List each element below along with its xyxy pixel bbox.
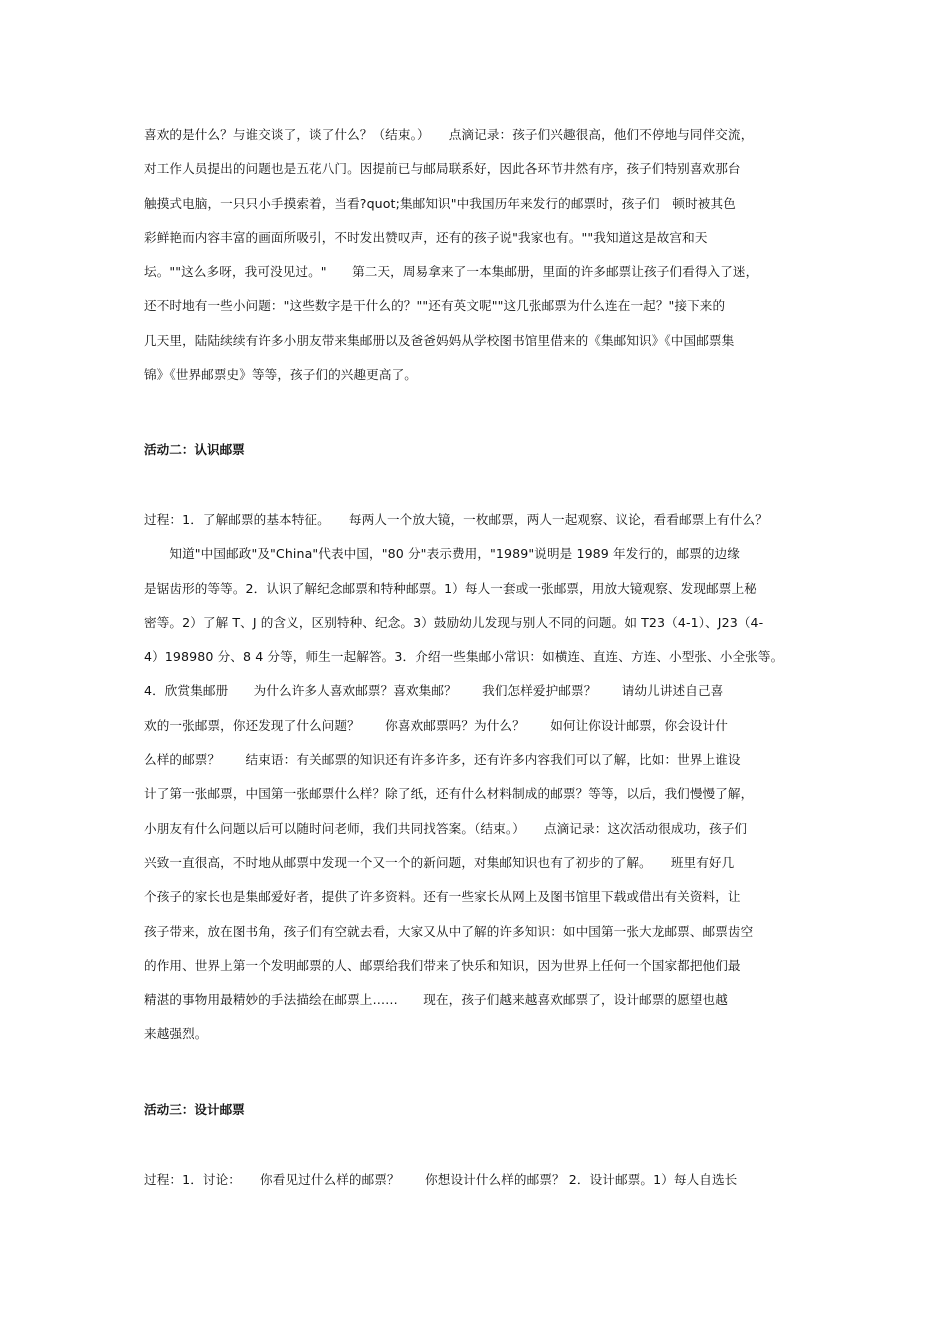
- text-line: 兴致一直很高，不时地从邮票中发现一个又一个的新问题，对集邮知识也有了初步的了解。 班里有好几: [144, 854, 735, 870]
- paragraph-activity-three-process: [144, 1163, 816, 1197]
- text-line: 么样的邮票？ 结束语：有关邮票的知识还有许多许多，还有许多内容我们可以了解，比如：世界上谁设: [144, 752, 741, 768]
- text-line: 密等。2）了解 T、J 的含义，区别特种、纪念。3）鼓励幼儿发现与别人不同的问题。如 T23（4-1）、J23（4-: [144, 614, 764, 630]
- text-line: 喜欢的是什么？与谁交谈了，谈了什么？（结束。） 点滴记录：孩子们兴趣很高，他们不停地与同伴交流，: [144, 127, 754, 142]
- text-line: 4．欣赏集邮册 为什么许多人喜欢邮票？喜欢集邮？ 我们怎样爱护邮票？ 请幼儿讲述自己喜: [144, 683, 724, 699]
- text-line: 精湛的事物用最精妙的手法描绘在邮票上…… 现在，孩子们越来越喜欢邮票了，设计邮票的愿望也越: [144, 992, 728, 1008]
- text-line: 对工作人员提出的问题也是五花八门。因提前已与邮局联系好，因此各环节井然有序，孩子们特别喜欢那台: [144, 161, 741, 177]
- text-line: 的作用、世界上第一个发明邮票的人、邮票给我们带来了快乐和知识，因为世界上任何一个国家都把他们最: [144, 957, 741, 973]
- paragraph-activity-two-process: [144, 503, 816, 1052]
- section-heading-activity-two: 活动二：认识邮票: [144, 442, 245, 457]
- text-line: 触摸式电脑，一只只小手摸索着，当看?quot;集邮知识"中我国历年来发行的邮票时，孩子们 顿时被其色: [144, 195, 736, 211]
- text-line: 计了第一张邮票，中国第一张邮票什么样？除了纸，还有什么材料制成的邮票？等等，以后，我们慢慢了解，: [144, 786, 754, 802]
- text-line: 几天里，陆陆续续有许多小朋友带来集邮册以及爸爸妈妈从学校图书馆里借来的《集邮知识》《中国邮票集: [144, 332, 735, 348]
- text-line: 小朋友有什么问题以后可以随时问老师，我们共同找答案。（结束。） 点滴记录：这次活动很成功，孩子们: [144, 820, 748, 836]
- text-line: 来越强烈。: [144, 1026, 208, 1042]
- text-line: 彩鲜艳而内容丰富的画面所吸引，不时发出赞叹声，还有的孩子说"我家也有。""我知道这是故宫和天: [144, 229, 708, 245]
- text-line: 还不时地有一些小问题："这些数字是干什么的？""还有英文呢""这几张邮票为什么连在一起？"接下来的: [144, 298, 726, 314]
- text-line: 知道"中国邮政"及"China"代表中国，"80 分"表示费用，"1989"说明是 1989 年发行的，邮票的边缘: [144, 546, 740, 562]
- text-line: 过程：1．了解邮票的基本特征。 每两人一个放大镜，一枚邮票，两人一起观察、议论，看看邮票上有什么？: [144, 512, 768, 527]
- section-heading-activity-three: 活动三：设计邮票: [144, 1102, 245, 1117]
- text-line: 过程：1．讨论： 你看见过什么样的邮票？ 你想设计什么样的邮票？ 2．设计邮票。1）每人自选长: [144, 1172, 738, 1187]
- text-line: 个孩子的家长也是集邮爱好者，提供了许多资料。还有一些家长从网上及图书馆里下载或借出有关资料，让: [144, 889, 741, 905]
- text-line: 4）198980 分、8 4 分等，师生一起解答。3．介绍一些集邮小常识：如横连、直连、方连、小型张、小全张等。: [144, 649, 784, 665]
- text-line: 锦》《世界邮票史》等等，孩子们的兴趣更高了。: [144, 367, 417, 383]
- text-line: 是锯齿形的等等。2．认识了解纪念邮票和特种邮票。1）每人一套或一张邮票，用放大镜观察、发现邮票上秘: [144, 580, 757, 596]
- text-line: 坛。""这么多呀，我可没见过。" 第二天，周易拿来了一本集邮册，里面的许多邮票让孩子们看得入了迷，: [144, 264, 759, 280]
- text-line: 孩子带来，放在图书角，孩子们有空就去看，大家又从中了解的许多知识：如中国第一张大龙邮票、邮票齿空: [144, 923, 754, 939]
- paragraph-activity-one-record: [144, 118, 816, 392]
- text-line: 欢的一张邮票，你还发现了什么问题？ 你喜欢邮票吗？为什么？ 如何让你设计邮票，你会设计什: [144, 717, 728, 733]
